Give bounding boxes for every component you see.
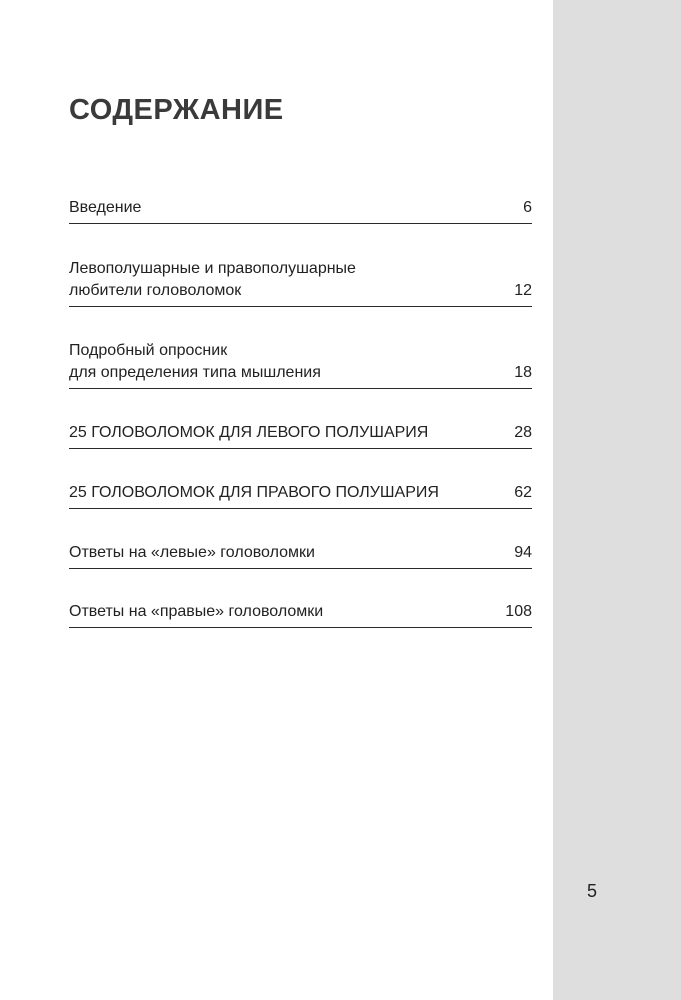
toc-entry-title-line: любители головоломок: [69, 282, 242, 299]
toc-entry-title-line: Подробный опросник: [69, 342, 228, 359]
toc-entry-left-hemisphere-puzzles[interactable]: [69, 418, 532, 449]
toc-entry-title-line: Ответы на «правые» головоломки: [69, 603, 324, 620]
toc-entry-questionnaire[interactable]: [69, 336, 532, 389]
toc-entry-page: 94: [514, 544, 532, 561]
toc-entry-page: 62: [514, 484, 532, 501]
toc-entry-left-answers[interactable]: [69, 538, 532, 569]
toc-entry-page: 6: [523, 199, 532, 216]
page-title: СОДЕРЖАНИЕ: [69, 94, 284, 126]
toc-entry-title-line: Введение: [69, 199, 142, 216]
toc-entry-page: 28: [514, 424, 532, 441]
toc-entry-title-line: для определения типа мышления: [69, 364, 321, 381]
toc-entry-page: 18: [514, 364, 532, 381]
toc-entry-title-line: Левополушарные и правополушарные: [69, 260, 356, 277]
table-of-contents: [69, 0, 532, 1000]
toc-entry-title: [69, 422, 428, 444]
toc-entry-title: [69, 542, 315, 564]
toc-entry-title: [69, 482, 439, 504]
toc-entry-title-line: 25 ГОЛОВОЛОМОК ДЛЯ ЛЕВОГО ПОЛУШАРИЯ: [69, 424, 429, 441]
toc-entry-right-hemisphere-puzzles[interactable]: [69, 478, 532, 509]
toc-entry-title: [69, 258, 356, 302]
toc-entry-left-right-lovers[interactable]: [69, 254, 532, 307]
toc-entry-introduction[interactable]: [69, 194, 532, 224]
page-margin-band: [553, 0, 681, 1000]
toc-entry-title: [69, 340, 321, 384]
toc-entry-title-line: Ответы на «левые» головоломки: [69, 544, 315, 561]
toc-entry-title-line: 25 ГОЛОВОЛОМОК ДЛЯ ПРАВОГО ПОЛУШАРИЯ: [69, 484, 439, 501]
toc-entry-page: 12: [514, 282, 532, 299]
toc-entry-title: [69, 601, 323, 623]
toc-entry-page: 108: [505, 603, 532, 620]
toc-entry-right-answers[interactable]: [69, 597, 532, 628]
toc-entry-title: [69, 197, 141, 219]
page-number: 5: [587, 881, 598, 901]
